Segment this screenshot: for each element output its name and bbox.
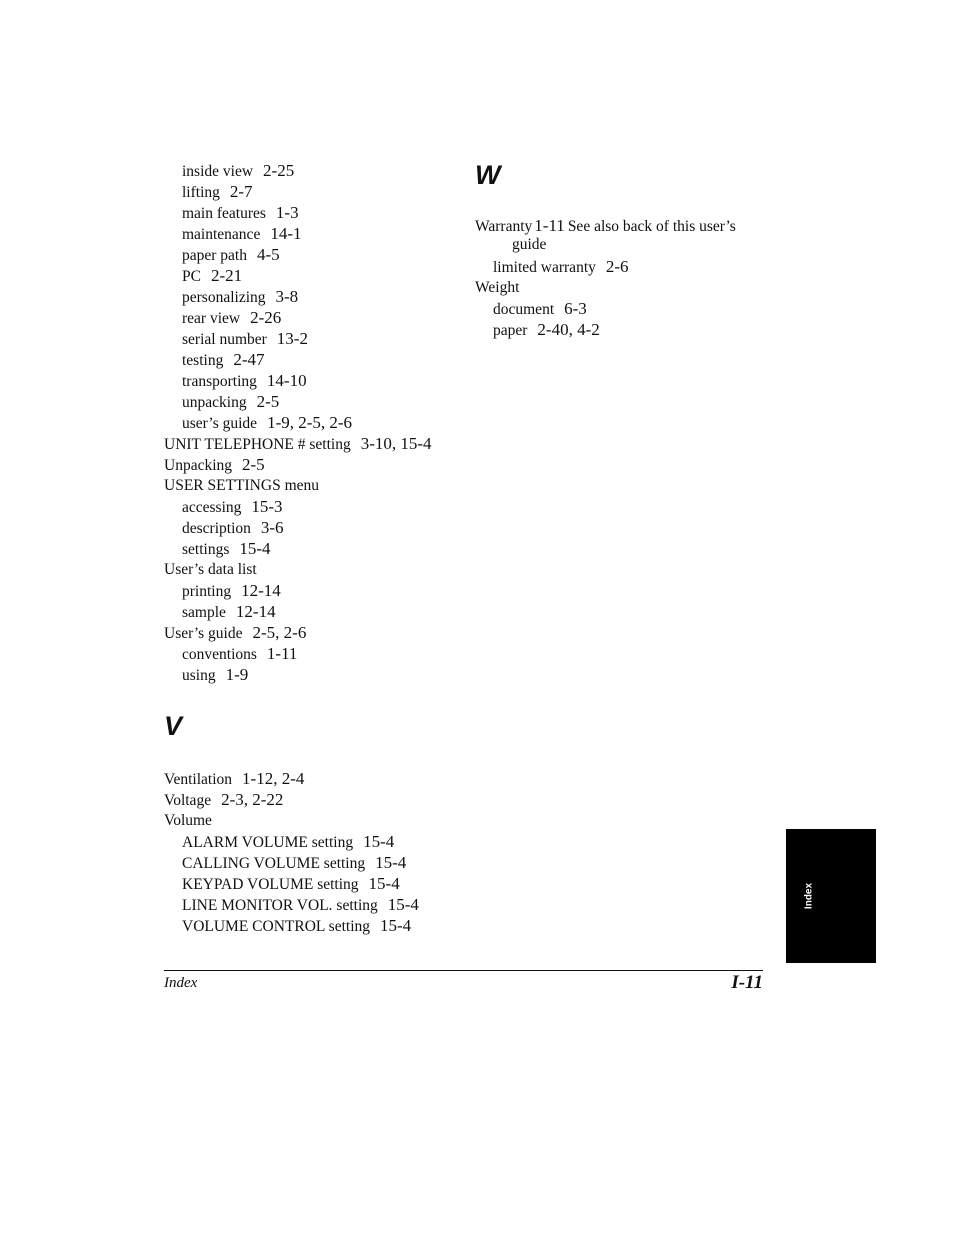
- entry-term: Ventilation: [164, 771, 233, 788]
- index-entry: [164, 349, 464, 370]
- index-entry: [164, 412, 464, 433]
- entry-pages: 2-5: [242, 455, 265, 474]
- entry-term: paper: [493, 322, 528, 339]
- entry-term: limited warranty: [493, 259, 596, 276]
- index-entry: [475, 277, 775, 298]
- entry-term: User’s guide: [164, 625, 243, 642]
- entry-pages: 12-14: [241, 581, 281, 600]
- index-entry: [164, 391, 464, 412]
- entry-note: See also back of this user’s: [567, 218, 736, 235]
- entry-term: lifting: [182, 184, 220, 201]
- entry-term: paper path: [182, 247, 247, 264]
- index-entry: [164, 789, 464, 810]
- index-entry: [164, 852, 464, 873]
- entry-pages: 3-10, 15-4: [360, 434, 432, 453]
- index-entry: [475, 256, 775, 277]
- entry-pages: 2-3, 2-22: [221, 790, 284, 809]
- entry-term: serial number: [182, 331, 267, 348]
- entry-term: Volume: [164, 812, 212, 829]
- entry-pages: 15-4: [380, 916, 412, 935]
- entry-pages: 1-12, 2-4: [242, 769, 305, 788]
- index-entry: [164, 580, 464, 601]
- entry-term: printing: [182, 583, 232, 600]
- index-entry: [164, 475, 464, 496]
- entry-pages: 4-5: [256, 245, 280, 264]
- entry-term: settings: [182, 541, 230, 558]
- entry-pages: 15-3: [251, 497, 283, 516]
- entry-pages: 14-10: [266, 371, 307, 390]
- entry-term: accessing: [182, 499, 242, 516]
- index-entry: [475, 319, 775, 340]
- index-entry: [164, 643, 464, 664]
- entry-term: ALARM VOLUME setting: [182, 834, 354, 851]
- index-entry: [164, 538, 464, 559]
- entry-term: sample: [182, 604, 226, 621]
- index-entry: [164, 768, 464, 789]
- section-letter-w: W: [475, 160, 501, 190]
- index-entry: [475, 298, 775, 319]
- entry-term: CALLING VOLUME setting: [182, 855, 366, 872]
- entry-note-continuation: guide: [512, 236, 547, 253]
- entry-pages: 2-47: [233, 350, 265, 369]
- index-entry: [164, 664, 464, 685]
- index-entry: [164, 810, 464, 831]
- entry-pages: 15-4: [363, 832, 395, 851]
- index-entry: [164, 559, 464, 580]
- entry-pages: 15-4: [368, 874, 400, 893]
- index-entry: [164, 894, 464, 915]
- entry-term: Warranty: [475, 218, 533, 235]
- index-entry: [164, 433, 464, 454]
- footer-rule: [164, 970, 763, 971]
- entry-pages: 14-1: [270, 224, 302, 243]
- index-entry: [164, 160, 464, 181]
- entry-pages: 15-4: [387, 895, 419, 914]
- entry-pages: 2-5, 2-6: [252, 623, 307, 642]
- entry-pages: 1-9, 2-5, 2-6: [267, 413, 353, 432]
- index-entry: [164, 831, 464, 852]
- index-entry: [164, 181, 464, 202]
- section-letter-v: V: [164, 711, 183, 741]
- entry-term: personalizing: [182, 289, 266, 306]
- entry-pages: 1-3: [275, 203, 299, 222]
- entry-pages: 2-40, 4-2: [537, 320, 600, 339]
- index-entry: [164, 454, 464, 475]
- entry-term: User’s data list: [164, 561, 257, 578]
- entry-pages: 2-25: [263, 161, 295, 180]
- footer-section-title: Index: [164, 975, 198, 991]
- entry-pages: 2-5: [256, 392, 280, 411]
- index-entry: [164, 286, 464, 307]
- index-entry: [164, 496, 464, 517]
- index-column-left: [164, 160, 464, 936]
- entry-pages: 2-26: [250, 308, 282, 327]
- entry-term: main features: [182, 205, 266, 222]
- index-thumb-tab: [786, 829, 876, 963]
- entry-term: rear view: [182, 310, 241, 327]
- entry-term: testing: [182, 352, 224, 369]
- thumb-tab-label: Index: [803, 882, 815, 910]
- index-entry: [164, 622, 464, 643]
- entry-term: conventions: [182, 646, 257, 663]
- entry-term: VOLUME CONTROL setting: [182, 918, 370, 935]
- entry-pages: 2-6: [605, 257, 629, 276]
- entry-term: document: [493, 301, 555, 318]
- index-entry: [475, 215, 775, 236]
- entry-term: using: [182, 667, 216, 684]
- entry-pages: 15-4: [375, 853, 407, 872]
- index-entry: [164, 265, 464, 286]
- index-entry: [164, 328, 464, 349]
- entry-pages: 15-4: [239, 539, 271, 558]
- entry-term: USER SETTINGS menu: [164, 477, 319, 494]
- entry-term: Voltage: [164, 792, 212, 809]
- index-entry: [164, 601, 464, 622]
- entry-pages: 1-11: [266, 644, 298, 663]
- entry-term: LINE MONITOR VOL. setting: [182, 897, 378, 914]
- index-column-right: [475, 160, 775, 340]
- entry-term: KEYPAD VOLUME setting: [182, 876, 359, 893]
- index-entry: [164, 517, 464, 538]
- entry-term: description: [182, 520, 251, 537]
- index-entry: [164, 223, 464, 244]
- footer-page-number: I-11: [731, 972, 763, 993]
- entry-term: transporting: [182, 373, 257, 390]
- index-entry: [164, 244, 464, 265]
- entry-term: unpacking: [182, 394, 247, 411]
- entry-pages: 6-3: [564, 299, 587, 318]
- entry-pages: 1-11: [534, 216, 565, 235]
- index-entry: [164, 307, 464, 328]
- index-entry: [164, 370, 464, 391]
- entry-term: user’s guide: [182, 415, 258, 432]
- entry-pages: 13-2: [276, 329, 308, 348]
- entry-pages: 3-8: [275, 287, 299, 306]
- entry-term: UNIT TELEPHONE # setting: [164, 436, 351, 453]
- entry-pages: 3-6: [260, 518, 284, 537]
- index-entry: [164, 915, 464, 936]
- entry-pages: 1-9: [225, 665, 249, 684]
- index-entry: [164, 873, 464, 894]
- entry-term: PC: [182, 268, 201, 285]
- entry-pages: 2-7: [229, 182, 253, 201]
- entry-pages: 12-14: [235, 602, 276, 621]
- entry-term: Weight: [475, 279, 520, 296]
- entry-term: Unpacking: [164, 457, 233, 474]
- entry-term: inside view: [182, 163, 254, 180]
- entry-term: maintenance: [182, 226, 261, 243]
- index-entry: [164, 202, 464, 223]
- entry-pages: 2-21: [210, 266, 243, 285]
